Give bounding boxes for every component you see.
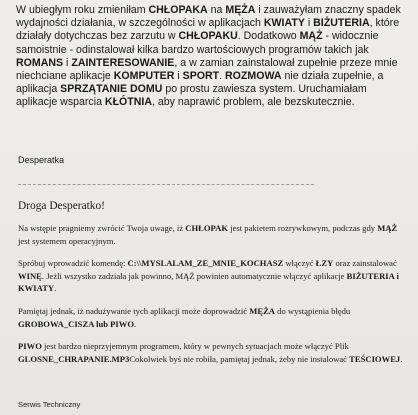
text-run: i xyxy=(63,56,72,69)
bold-term: SPORT xyxy=(182,70,220,83)
text-run: , które działały dotychczas bez zarzutu w xyxy=(16,17,400,43)
bold-term: BIŻUTERIA xyxy=(313,17,370,30)
text-run: do wystąpienia błędu xyxy=(275,305,351,316)
text-run: jest bardzo nieprzyjemnym programem, który w pewnych sytuacjach może włączyć Plik xyxy=(41,341,349,352)
bold-term: SPRZĄTANIE DOMU xyxy=(60,83,163,96)
reply-section xyxy=(18,200,410,375)
text-run: , aby naprawić problem, ale bezskutecznie. xyxy=(152,96,355,109)
reply-greeting: Droga Desperatko! xyxy=(18,200,105,212)
bold-term: WINĘ xyxy=(18,270,42,281)
bold-term: KŁÓTNIA xyxy=(104,96,152,109)
text-run: Spróbuj wprowadzić komendę: xyxy=(18,258,128,269)
bold-term: KOMPUTER xyxy=(113,70,175,83)
text-run: . Jeżli wszystko zadziała jak powinno, MĄŻ powinien automatycznie włączyć aplikacje xyxy=(41,270,347,281)
text-run: . xyxy=(400,353,403,364)
reply-closing: Serwis Techniczny xyxy=(18,400,81,409)
text-run: włączyć xyxy=(283,258,316,269)
text-run: oraz zainstalować xyxy=(333,258,397,269)
bold-term: ROZMOWA xyxy=(225,70,282,83)
reply-paragraph xyxy=(18,257,410,295)
bold-term: CHŁOPAK xyxy=(185,223,229,233)
text-run: i xyxy=(174,70,183,83)
text-run: . xyxy=(54,283,57,294)
complaint-letter xyxy=(16,4,410,110)
text-run: , a w zamian zainstalował zupełnie przeze mnie niechciane aplikacje xyxy=(16,56,398,83)
reply-paragraph xyxy=(18,340,410,365)
reply-paragraph xyxy=(18,305,410,330)
reply-paragraph xyxy=(18,222,410,247)
text-run: . xyxy=(219,70,226,83)
bold-term: GLOSNE_CHRAPANIE.MP3 xyxy=(18,353,130,364)
bold-term: PIWO xyxy=(18,341,42,352)
text-run: Na wstępie pragniemy zwrócić Twoja uwage, iż xyxy=(18,223,186,233)
bold-term: CHŁOPAKU xyxy=(178,30,238,43)
text-run: nie działa zupełnie, a aplikacja xyxy=(16,70,384,96)
text-run: Pamiętaj jednak, iż nadużywanie tych aplikacji może doprowadzić xyxy=(18,305,250,316)
text-run: . xyxy=(134,318,137,329)
letter-signature: Desperatka xyxy=(18,155,65,165)
text-run: jest pakietem rozrywkowym, podczas gdy xyxy=(228,223,378,233)
reply-paragraphs xyxy=(18,222,410,365)
bold-term: GROBOWA_CISZA lub PIWO xyxy=(18,318,135,329)
bold-term: CHŁOPAKA xyxy=(148,4,208,16)
bold-term: KWIATY xyxy=(263,17,305,30)
text-run: Cokolwiek byś nie robiła, pamiętaj jednak, żeby nie instalować xyxy=(129,353,350,364)
text-run: i zauważyłam znaczny spadek wydajności działania, w szczególności w aplikacjach xyxy=(16,4,401,30)
bold-term: BIŻUTERIA i KWIATY xyxy=(18,270,399,294)
bold-term: MĘŻA xyxy=(225,4,256,16)
bold-term: C:\\MYSLALAM_ZE_MNIE_KOCHASZ xyxy=(127,258,284,269)
bold-term: MĄŻ xyxy=(377,223,398,233)
text-run: na xyxy=(207,4,226,16)
bold-term: ZAINTERESOWANIE xyxy=(71,56,175,69)
text-run: W ubiegłym roku zmieniłam xyxy=(16,4,149,16)
bold-term: ROMANS xyxy=(16,56,64,69)
text-run: i xyxy=(304,17,314,30)
text-run: - widocznie samoistnie - odinstalował kilka bardzo wartościowych programów takich jak xyxy=(16,30,379,56)
complaint-letter-body xyxy=(16,4,410,110)
bold-term: TEŚCIOWEJ xyxy=(349,353,401,364)
bold-term: ŁZY xyxy=(315,258,334,269)
divider-line xyxy=(18,184,314,185)
text-run: . Dodatkowo xyxy=(237,30,300,43)
bold-term: MĄŻ xyxy=(299,30,323,43)
text-run: po prostu zawiesza system. Uruchamiałam aplikacje wsparcia xyxy=(16,83,367,109)
text-run: jest systemem operacyjnym. xyxy=(18,235,116,246)
bold-term: MĘŻA xyxy=(249,305,276,316)
